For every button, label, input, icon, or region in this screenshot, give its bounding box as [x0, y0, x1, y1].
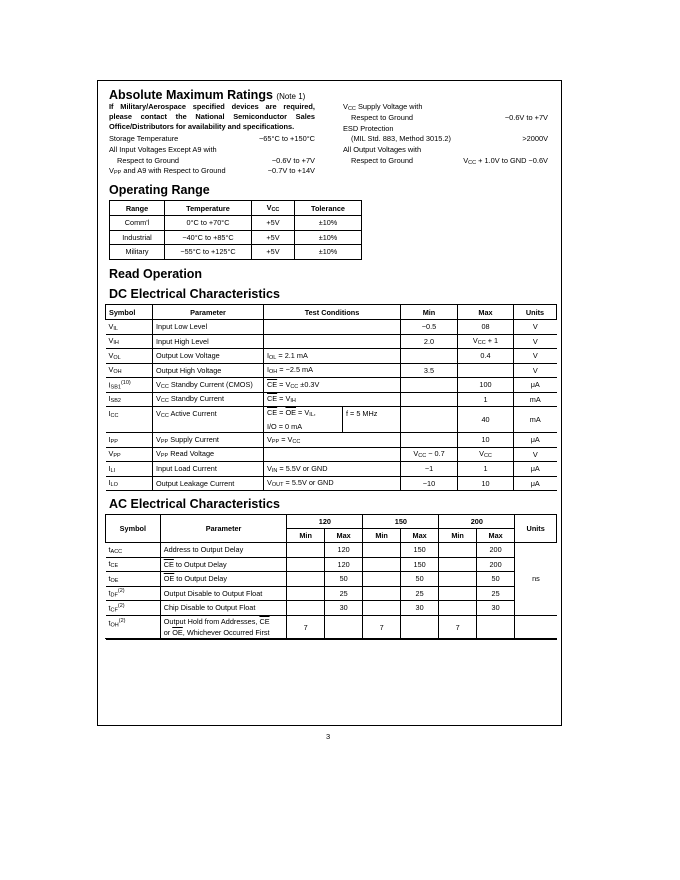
table-row: $V_{IL}$ Input Low Level −0.5 08 V [106, 320, 557, 335]
esd-value-row: (MIL Std. 883, Method 3015.2) >2000V [351, 134, 548, 144]
table-row: $V_{IH}$ Input High Level 2.0 $V_{CC} + 1$ V [106, 334, 557, 349]
table-row: $t_{OH}^{(2)}$ Output Hold from Addresses, $\overline{CE}$ or $\overline{OE}$, Whichever Occurred First 7 7 7 [106, 615, 557, 639]
table-row: $t_{OE}$ $\overline{OE}$ to Output Delay 50 50 50 [106, 572, 557, 587]
col-range: Range [110, 201, 165, 216]
table-row: $V_{OL}$ Output Low Voltage $I_{OL} = 2.1$ mA 0.4 V [106, 349, 557, 364]
ac-title: AC Electrical Characteristics [109, 497, 280, 511]
col-vcc: $V_{CC}$ [252, 201, 295, 216]
table-row: $t_{ACC}$ Address to Output Delay 120 150 200 ns [106, 543, 557, 558]
table-row: $t_{CE}$ $\overline{CE}$ to Output Delay 120 150 200 [106, 557, 557, 572]
op-range-title: Operating Range [109, 183, 210, 197]
abs-max-note: (Note 1) [276, 92, 306, 101]
output-voltages-row: All Output Voltages with [343, 145, 422, 155]
vpp-a9-row: $V_{PP}$ and A9 with Respect to Ground −0.7V to +14V [109, 166, 315, 177]
table-row: $I_{CC}$ $V_{CC}$ Active Current $\overline{CE} = \overline{OE} = V_{IL}$, I/O = 0 mA f = 5 MHz 40 mA [106, 407, 557, 433]
ac-header-minmax: Min Max Min Max Min Max [106, 529, 557, 543]
table-row: $t_{DF}^{(2)}$ Output Disable to Output Float 25 25 25 [106, 586, 557, 601]
read-op-title: Read Operation [109, 267, 203, 281]
esd-row: ESD Protection [343, 123, 394, 133]
op-range-header [110, 201, 362, 216]
table-row: $I_{SB2}$ $V_{CC}$ Standby Current $\overline{CE} = V_{IH}$ 1 mA [106, 392, 557, 407]
col-tolerance: Tolerance [295, 201, 362, 216]
dc-title: DC Electrical Characteristics [109, 287, 280, 301]
table-row: $I_{LI}$ Input Load Current $V_{IN} = 5.5V$ or GND −1 1 μA [106, 462, 557, 477]
vcc-supply-row: $V_{CC}$ Supply Voltage with [343, 102, 423, 112]
table-row: $I_{SB1}^{(10)}$ $V_{CC}$ Standby Current (CMOS) $\overline{CE} = V_{CC} \pm 0.3V$ 100 μA [106, 378, 557, 393]
ac-header-speeds: Symbol Parameter 120 150 200 Units [106, 515, 557, 529]
table-row: $V_{OH}$ Output High Voltage $I_{OH} = -2.5$ mA 3.5 V [106, 363, 557, 378]
military-notice: If Military/Aerospace specified devices are required, please contact the National Semiconductor Sales Office/Distributors for availability and specifications. [109, 102, 315, 132]
table-row: $V_{PP}$ $V_{PP}$ Read Voltage $V_{CC} - 0.7$ $V_{CC}$ V [106, 447, 557, 462]
abs-max-right [343, 102, 548, 167]
input-voltages-row: All Input Voltages Except A9 with [109, 144, 217, 154]
table-row: Industrial −40°C to +85°C +5V ±10% [110, 230, 362, 245]
vcc-supply-value-row: Respect to Ground −0.6V to +7V [351, 112, 548, 122]
page-number: 3 [326, 732, 331, 741]
dc-table [105, 304, 557, 491]
input-voltages-value-row: Respect to Ground −0.6V to +7V [117, 155, 315, 165]
table-row: $I_{PP}$ $V_{PP}$ Supply Current $V_{PP} = V_{CC}$ 10 μA [106, 433, 557, 448]
abs-max-title: Absolute Maximum Ratings (Note 1) [109, 88, 306, 102]
abs-max-left [109, 134, 315, 177]
op-range-table [109, 200, 362, 260]
ac-table-bottom-rule [105, 638, 557, 639]
dc-header: Symbol Parameter Test Conditions Min Max Units [106, 305, 557, 320]
output-voltages-value-row: Respect to Ground $V_{CC} + 1.0V$ to GND −0.6V [351, 155, 548, 166]
col-temperature: Temperature [165, 201, 252, 216]
ac-table [105, 514, 557, 640]
table-row: Military −55°C to +125°C +5V ±10% [110, 245, 362, 260]
table-row: Comm'l 0°C to +70°C +5V ±10% [110, 216, 362, 231]
storage-temp-row: Storage Temperature −65°C to +150°C [109, 134, 315, 143]
table-row: $t_{CF}^{(2)}$ Chip Disable to Output Float 30 30 30 [106, 601, 557, 616]
table-row: $I_{LO}$ Output Leakage Current $V_{OUT} = 5.5V$ or GND −10 10 μA [106, 476, 557, 491]
